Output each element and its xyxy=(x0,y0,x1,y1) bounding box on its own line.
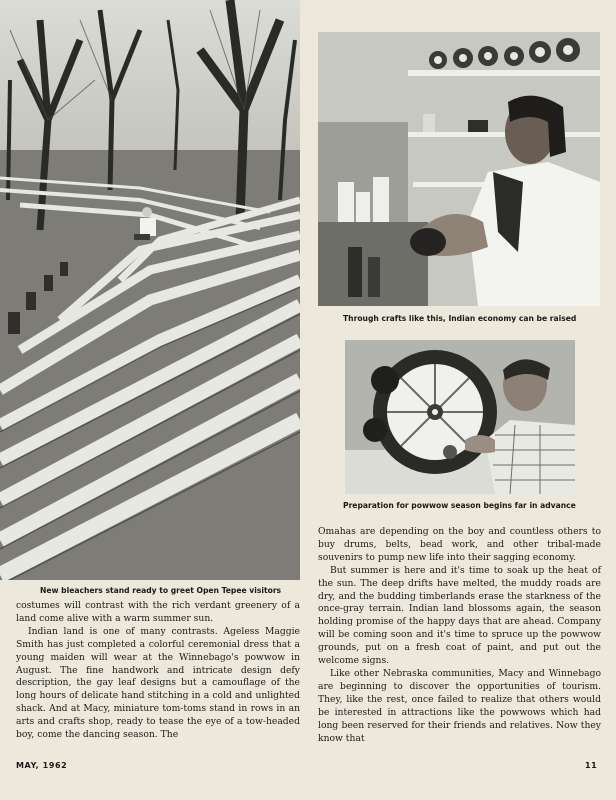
right-paragraph-1: Omahas are depending on the boy and countless others to buy drums, belts, bead work, and other tribal-made souvenirs to pump new life into their sagging economy. xyxy=(318,526,601,563)
powwow-caption: Preparation for powwow season begins far in advance xyxy=(343,501,576,510)
right-paragraph-2: But summer is here and it's time to soak up the heat of the sun. The deep drifts have melted, the muddy roads are dry, and the budding timberlands erase the starkness of the once-gray terrain. Indian land blossoms again, the season holding promise of the happy days that are ahead. Company will be coming soon and it's time to spruce up the powwow grounds, put on a fresh coat of paint, and put out the welcome signs. xyxy=(318,564,601,667)
crafts-photo xyxy=(318,32,600,306)
left-paragraph-1: costumes will contrast with the rich verdant greenery of a land come alive with a warm summer sun. xyxy=(16,600,300,624)
page-number: 11 xyxy=(585,761,598,770)
bleachers-photo xyxy=(0,0,300,580)
right-paragraph-3: Like other Nebraska communities, Macy and Winnebago are beginning to discover the opportunities of tourism. They, like the rest, once failed to realize that others would be interested in attractions like the powwows which had long been reserved for their friends and relatives. Now they know that xyxy=(318,667,601,744)
powwow-photo xyxy=(345,340,575,494)
footer-date: MAY, 1962 xyxy=(16,761,68,770)
right-text-column xyxy=(318,526,601,745)
left-paragraph-2: Indian land is one of many contrasts. Ageless Maggie Smith has just completed a colorful ceremonial dress that a young maiden will wear at the Winnebago's powwow in August. The fine handwork and intricate design defy description, the gay leaf designs but a camouflage of the long hours of delicate hand stitching in a cold and unlighted shack. And at Macy, miniature tom-toms stand in rows in an arts and crafts shop, ready to tease the eye of a tow-headed boy, come the dancing season. The xyxy=(16,625,300,741)
bleachers-caption: New bleachers stand ready to greet Open Tepee visitors xyxy=(40,586,282,595)
crafts-caption: Through crafts like this, Indian economy can be raised xyxy=(343,314,577,323)
left-text-column xyxy=(16,600,300,742)
